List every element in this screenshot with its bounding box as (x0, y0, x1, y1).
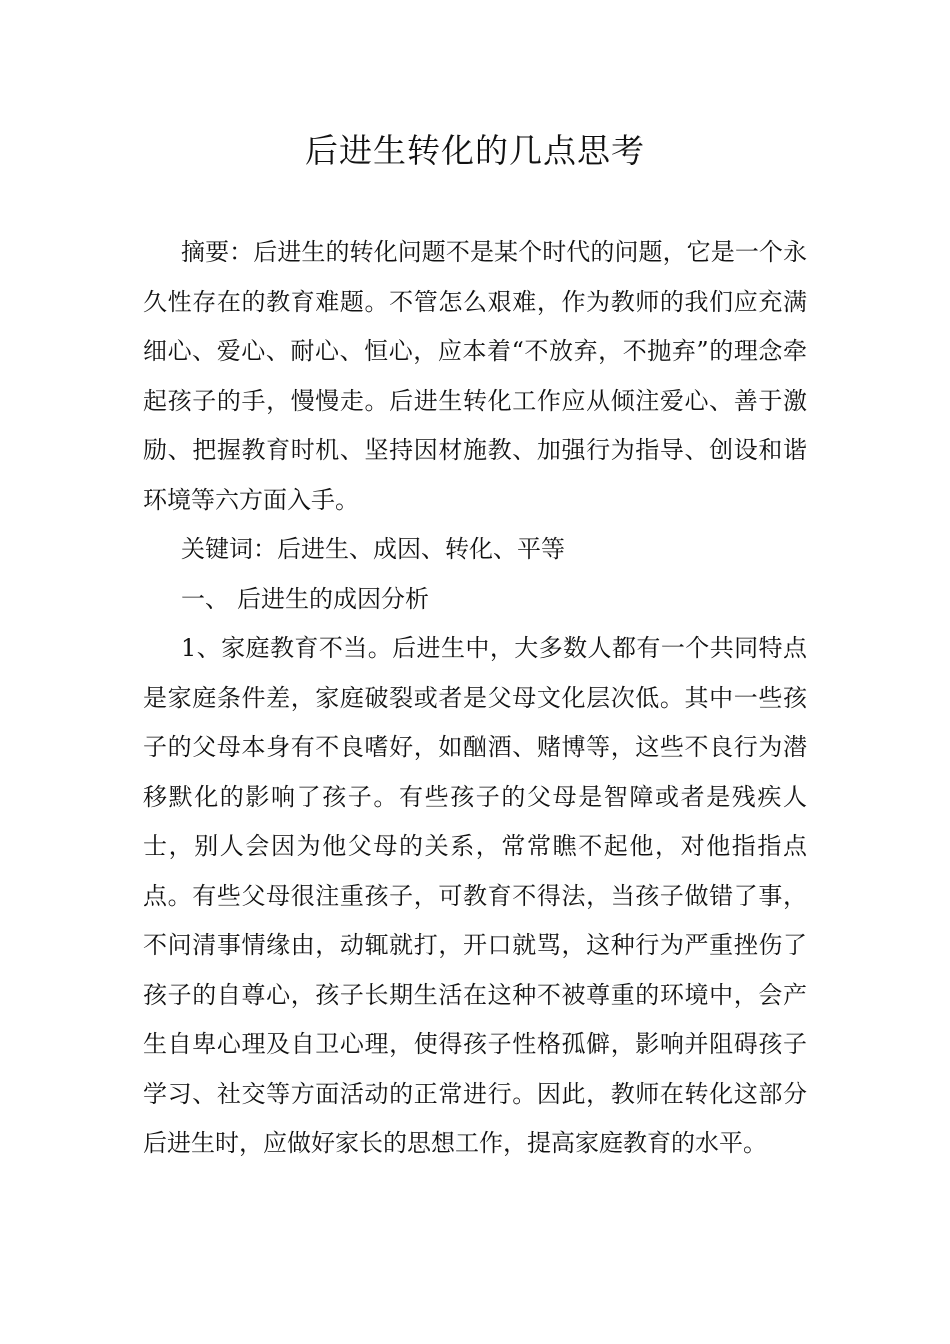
body-paragraph: 1、家庭教育不当。后进生中，大多数人都有一个共同特点是家庭条件差，家庭破裂或者是父母文化层次低。其中一些孩子的父母本身有不良嗜好，如酗酒、赌博等，这些不良行为潜移默化的影响了孩子。有些孩子的父母是智障或者是残疾人士，别人会因为他父母的关系，常常瞧不起他，对他指指点点。有些父母很注重孩子，可教育不得法，当孩子做错了事，不问清事情缘由，动辄就打，开口就骂，这种行为严重挫伤了孩子的自尊心，孩子长期生活在这种不被尊重的环境中，会产生自卑心理及自卫心理，使得孩子性格孤僻，影响并阻碍孩子学习、社交等方面活动的正常进行。因此，教师在转化这部分后进生时，应做好家长的思想工作，提高家庭教育的水平。 (143, 634, 807, 1157)
section-heading (143, 575, 807, 625)
document-title: 后进生转化的几点思考 (305, 131, 645, 170)
section-title: 后进生的成因分析 (237, 584, 429, 613)
abstract-paragraph: 摘要：后进生的转化问题不是某个时代的问题，它是一个永久性存在的教育难题。不管怎么艰难，作为教师的我们应充满细心、爱心、耐心、恒心，应本着“不放弃，不抛弃”的理念牵起孩子的手，慢慢走。后进生转化工作应从倾注爱心、善于激励、把握教育时机、坚持因材施教、加强行为指导、创设和谐环境等六方面入手。 (143, 238, 807, 514)
keywords-line: 关键词：后进生、成因、转化、平等 (181, 535, 565, 563)
section-number: 一、 (181, 584, 229, 613)
document-body (143, 228, 807, 1169)
